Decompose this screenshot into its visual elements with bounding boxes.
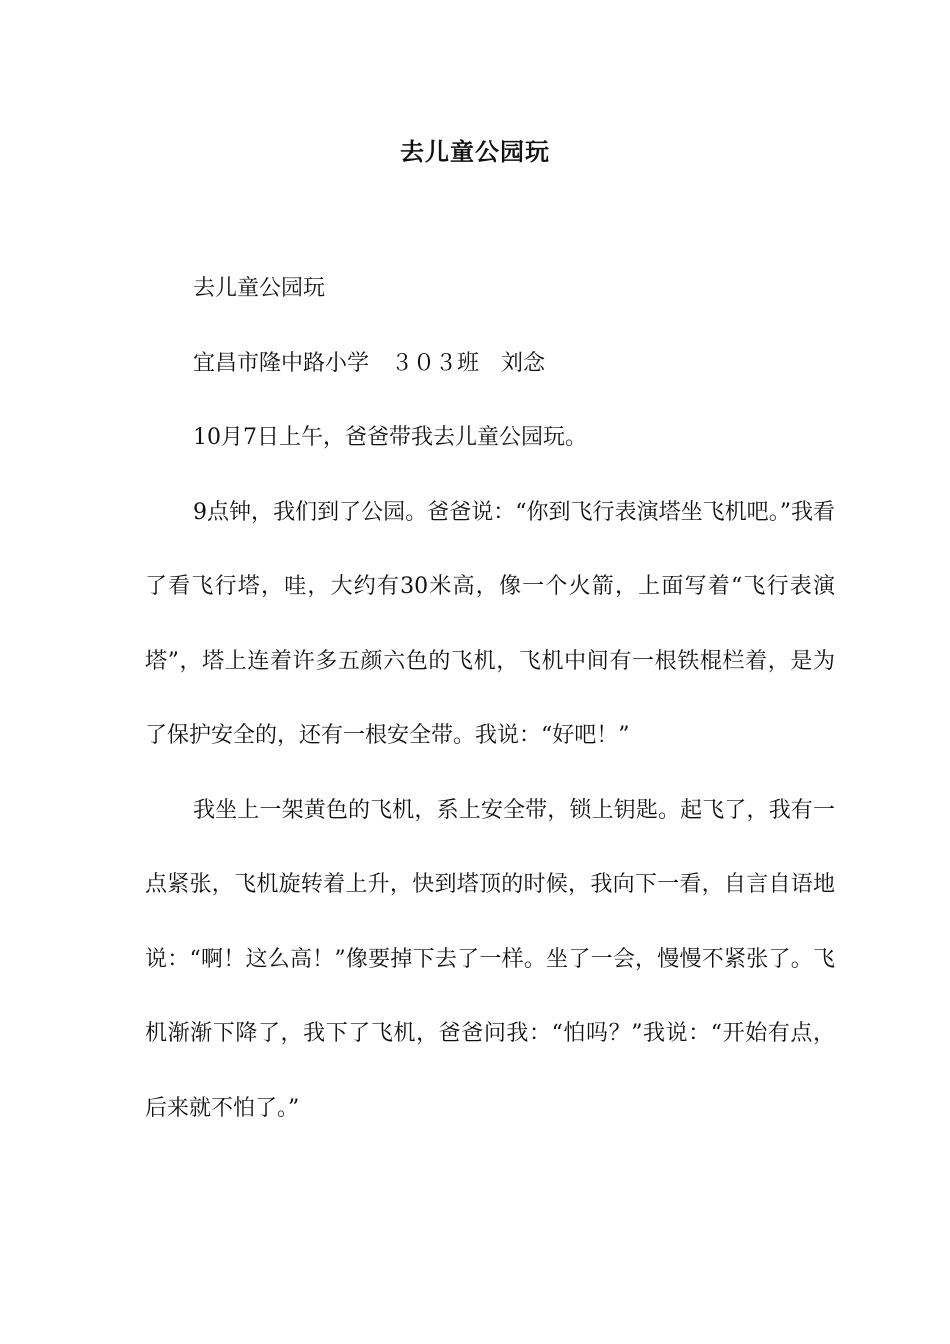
paragraph-1: 10月7日上午，爸爸带我去儿童公园玩。 — [193, 425, 587, 450]
document-title: 去儿童公园玩 — [400, 137, 550, 166]
paragraph-subtitle: 去儿童公园玩 — [193, 276, 326, 301]
paragraph-author: 宜昌市隆中路小学 ３０３班 刘念 — [193, 350, 546, 376]
document-body — [145, 252, 835, 1146]
paragraph-2: 9点钟，我们到了公园。爸爸说：“你到飞行表演塔坐飞机吧。”我看了看飞行塔，哇，大约有30米高，像一个火箭，上面写着“飞行表演塔”，塔上连着许多五颜六色的飞机，飞机中间有一根铁棍栏着，是为了保护安全的，还有一根安全带。我说：“好吧！” — [145, 499, 835, 748]
paragraph-3: 我坐上一架黄色的飞机，系上安全带，锁上钥匙。起飞了，我有一点紧张，飞机旋转着上升，快到塔顶的时候，我向下一看，自言自语地说：“啊！这么高！”像要掉下去了一样。坐了一会，慢慢不紧张了。飞机渐渐下降了，我下了飞机，爸爸问我：“怕吗？”我说：“开始有点，后来就不怕了。” — [145, 797, 835, 1121]
